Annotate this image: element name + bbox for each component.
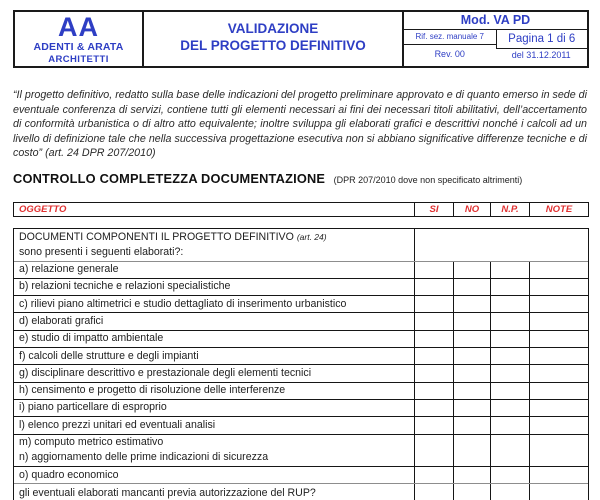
np-cell [490, 484, 529, 500]
np-cell [490, 383, 529, 399]
document-title [144, 12, 404, 66]
checklist-column-header [13, 202, 589, 217]
note-cell [529, 262, 588, 278]
table-row [14, 417, 588, 434]
row-label: c) rilievi piano altimetrici e studio dettagliato di inserimento urbanistico [19, 297, 347, 310]
row-label: e) studio di impatto ambientale [19, 332, 164, 345]
column-oggetto: OGGETTO [19, 204, 67, 215]
logo-initials: AA [58, 12, 99, 42]
si-cell [414, 383, 453, 399]
document-header-table [13, 10, 589, 68]
table-row [14, 383, 588, 400]
no-cell [453, 313, 490, 329]
no-cell [453, 279, 490, 295]
row-label: i) piano particellare di esproprio [19, 401, 167, 414]
module-code: Mod. VA PD [404, 12, 587, 30]
group-header-empty-cell [414, 229, 588, 261]
document-meta-block [404, 12, 587, 66]
note-cell [529, 417, 588, 433]
row-label: a) relazione generale [19, 263, 119, 276]
si-cell [414, 296, 453, 312]
section-title: CONTROLLO COMPLETEZZA DOCUMENTAZIONE [13, 171, 326, 186]
group-header-row [14, 229, 588, 262]
si-cell [414, 467, 453, 483]
row-label: f) calcoli delle strutture e degli impianti [19, 349, 199, 362]
row-label: m) computo metrico estimativo n) aggiornamento delle prime indicazioni di sicurezza [19, 436, 269, 464]
table-row [14, 400, 588, 417]
column-no: NO [453, 203, 490, 216]
company-logo [15, 12, 144, 66]
row-label: d) elaborati grafici [19, 314, 104, 327]
table-row [14, 279, 588, 296]
np-cell [490, 262, 529, 278]
section-heading [13, 170, 587, 188]
np-cell [490, 417, 529, 433]
column-note: NOTE [529, 203, 588, 216]
checklist-rows [14, 262, 588, 500]
np-cell [490, 365, 529, 381]
no-cell [453, 484, 490, 500]
si-cell [414, 484, 453, 500]
note-cell [529, 279, 588, 295]
revision-date: del 31.12.2011 [511, 50, 571, 60]
profession-label: ARCHITETTI [48, 54, 109, 65]
revision-number: Rev. 00 [434, 49, 465, 59]
page-indicator: Pagina 1 di 6 [496, 30, 588, 49]
np-cell [490, 313, 529, 329]
group-header-line2: sono presenti i seguenti elaborati?: [19, 245, 184, 258]
no-cell [453, 400, 490, 416]
no-cell [453, 417, 490, 433]
checklist-table [13, 228, 589, 500]
si-cell [414, 262, 453, 278]
note-cell [529, 331, 588, 347]
table-row [14, 435, 588, 468]
note-cell [529, 467, 588, 483]
np-cell [490, 467, 529, 483]
column-np: N.P. [490, 203, 529, 216]
row-label: l) elenco prezzi unitari ed eventuali analisi [19, 418, 216, 431]
si-cell [414, 435, 453, 467]
group-header-line1: DOCUMENTI COMPONENTI IL PROGETTO DEFINITIVO [19, 230, 294, 243]
no-cell [453, 467, 490, 483]
manual-reference: Rif. sez. manuale 7 [404, 30, 496, 45]
note-cell [529, 365, 588, 381]
si-cell [414, 400, 453, 416]
no-cell [453, 296, 490, 312]
note-cell [529, 348, 588, 364]
document-title-line1: VALIDAZIONE [227, 21, 319, 36]
np-cell [490, 296, 529, 312]
np-cell [490, 348, 529, 364]
table-row [14, 262, 588, 279]
si-cell [414, 331, 453, 347]
note-cell [529, 296, 588, 312]
note-cell [529, 400, 588, 416]
table-row [14, 331, 588, 348]
np-cell [490, 279, 529, 295]
row-label: g) disciplinare descrittivo e prestazionale degli elementi tecnici [19, 366, 312, 379]
no-cell [453, 383, 490, 399]
row-label: o) quadro economico [19, 468, 119, 481]
si-cell [414, 313, 453, 329]
table-row [14, 313, 588, 330]
intro-quote: “Il progetto definitivo, redatto sulla base delle indicazioni del progetto preliminare approvato e di quanto emerso in sede di eventuale conferenza di servizi, contiene tutti gli elementi necessari ai fini dei necessari titoli abilitativi, dell’accertamento di conformità urbanistica o di altro atto equivalente; inoltre sviluppa gli elaborati grafici e descrittivi nonché i calcoli ad un livello di definizione tale che nella successiva progettazione esecutiva non si abbiano significative differenze tecniche e di costo” (art. 24 DPR 207/2010) [13, 89, 587, 159]
si-cell [414, 279, 453, 295]
no-cell [453, 348, 490, 364]
np-cell [490, 435, 529, 467]
table-row [14, 296, 588, 313]
si-cell [414, 417, 453, 433]
no-cell [453, 331, 490, 347]
si-cell [414, 365, 453, 381]
column-si: SI [414, 203, 453, 216]
note-cell [529, 435, 588, 467]
np-cell [490, 331, 529, 347]
row-label: b) relazioni tecniche e relazioni specialistiche [19, 280, 231, 293]
note-cell [529, 313, 588, 329]
np-cell [490, 400, 529, 416]
table-row [14, 348, 588, 365]
group-header-label [14, 229, 414, 261]
row-label: gli eventuali elaborati mancanti previa autorizzazione del RUP? [19, 486, 316, 499]
note-cell [529, 383, 588, 399]
table-row [14, 467, 588, 484]
row-label: h) censimento e progetto di risoluzione delle interferenze [19, 384, 286, 397]
group-header-article-ref: (art. 24) [296, 231, 327, 242]
no-cell [453, 365, 490, 381]
section-subtitle: (DPR 207/2010 dove non specificato altrimenti) [333, 175, 523, 185]
si-cell [414, 348, 453, 364]
firm-name: ADENTI & ARATA [33, 41, 124, 53]
no-cell [453, 435, 490, 467]
table-row [14, 365, 588, 382]
no-cell [453, 262, 490, 278]
note-cell [529, 484, 588, 500]
table-row [14, 484, 588, 500]
document-title-line2: DEL PROGETTO DEFINITIVO [180, 38, 366, 53]
